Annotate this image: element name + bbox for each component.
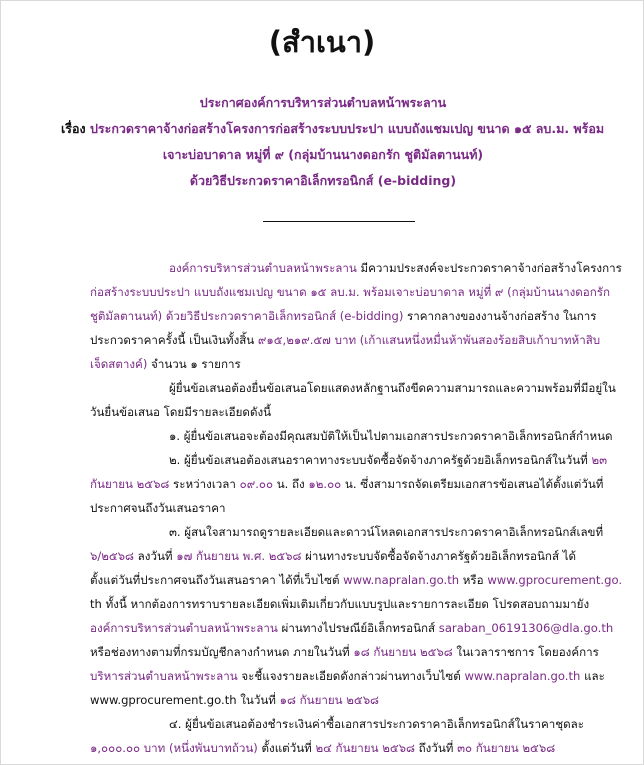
date-span: ๒๓ [591,453,608,467]
text-span: ตั้งแต่วันที่ [257,741,316,755]
text-span: หรือช่องทางตามที่กรมบัญชีกลางกำหนด ภายในวันที่ [90,645,354,659]
date-span: ๑๗ กันยายน พ.ศ. ๒๕๖๘ [176,549,302,563]
paragraph-line [169,263,622,275]
text-span: จำนวน ๑ รายการ [147,357,241,371]
text-span: ถึงวันที่ [414,741,458,755]
paragraph-line: th ทั้งนี้ หากต้องการทราบรายละเอียดเพิ่มเติมเกี่ยวกับแบบรูปและรายการละเอียด โปรดสอบถามมายัง [90,597,590,611]
subject-line [61,121,605,136]
email-link[interactable]: saraban_06191306@dla.go.th [438,621,614,635]
text-span: ในเวลาราชการ โดยองค์การ [452,645,599,659]
text-span: และ [580,669,605,683]
divider-line [263,221,415,222]
date-span: ๒๔ กันยายน ๒๕๖๘ [315,741,415,755]
text-span: น. ซึ่งสามารถจัดเตรียมเอกสารข้อเสนอได้ตั้งแต่วันที่ [341,477,604,491]
text-span: จะชี้แจงรายละเอียดดังกล่าวผ่านทางเว็บไซต์ [237,669,465,683]
text-span: มีความประสงค์จะประกวดราคาจ้างก่อสร้างโครงการ [356,261,622,275]
time-span: ๑๒.๐๐ [308,477,342,491]
paragraph-line [90,647,599,659]
paragraph-line [90,311,596,323]
text-span: ๒. ผู้ยื่นข้อเสนอต้องเสนอราคาทางระบบจัดซื้อจัดจ้างภาครัฐด้วยอิเล็กทรอนิกส์ในวันที่ [169,453,592,467]
paragraph-line [90,359,241,371]
text-span: น. ถึง [273,477,309,491]
text-span: ชูติมัลตานนท์) ด้วยวิธีประกวดราคาอิเล็กทรอนิกส์ (e-bidding) [90,309,404,323]
org-name: บริหารส่วนตำบลหน้าพระลาน [90,669,238,683]
subject-line-2: เจาะบ่อบาดาล หมู่ที่ ๙ (กลุ่มบ้านนางดอกรัก ชูติมัลตานนท์) [162,147,484,162]
text-span: www.gprocurement.go.th ในวันที่ [90,693,280,707]
text-span: ผ่านทางไปรษณีย์อิเล็กทรอนิกส์ [277,621,439,635]
subject-line-3: ด้วยวิธีประกวดราคาอิเล็กทรอนิกส์ (e-bidding) [189,173,457,188]
website-link[interactable]: www.napralan.go.th [343,573,460,587]
paragraph-line [90,671,605,683]
paragraph-line [90,551,576,563]
paragraph-line [90,695,379,707]
date-span: ๓๐ กันยายน ๒๕๖๘ [457,741,556,755]
paragraph-line [90,575,622,587]
date-span: กันยายน ๒๕๖๘ [90,477,170,491]
website-link[interactable]: www.gprocurement.go. [487,573,623,587]
paragraph-line [169,455,607,467]
text-span: ตั้งแต่วันที่ประกาศจนถึงวันเสนอราคา ได้ที่เว็บไซต์ [90,573,344,587]
fee-amount: ๑,๐๐๐.๐๐ บาท (หนึ่งพันบาทถ้วน) [90,741,258,755]
text-span: เจ็ดสตางค์) [90,357,148,371]
doc-number: ๖/๒๕๖๘ [90,549,134,563]
subject-prefix: เรื่อง [61,121,86,136]
org-name: องค์การบริหารส่วนตำบลหน้าพระลาน [169,261,357,275]
text-span: ประกวดราคาครั้งนี้ เป็นเงินทั้งสิ้น [90,333,258,347]
date-span: ๑๘ กันยายน ๒๕๖๘ [353,645,453,659]
text-span: ระหว่างเวลา [169,477,240,491]
copy-stamp-title: (สำเนา) [268,25,376,59]
subject-text: ประกวดราคาจ้างก่อสร้างโครงการก่อสร้างระบบประปา แบบถังแชมเปญ ขนาด ๑๕ ลบ.ม. พร้อม [89,121,605,136]
date-span: ๑๘ กันยายน ๒๕๖๘ [279,693,380,707]
announcement-title: ประกาศองค์การบริหารส่วนตำบลหน้าพระลาน [199,95,447,110]
text-span: ผ่านทางระบบจัดซื้อจัดจ้างภาครัฐด้วยอิเล็กทรอนิกส์ ได้ [301,549,577,563]
paragraph-line: ประกาศจนถึงวันเสนอราคา [90,501,226,515]
website-link[interactable]: www.napralan.go.th [464,669,581,683]
text-span: ราคากลางของงานจ้างก่อสร้าง ในการ [403,309,597,323]
paragraph-line [90,335,600,347]
text-span: ลงวันที่ [134,549,177,563]
budget-amount: ๙๑๕,๒๑๙.๕๗ บาท (เก้าแสนหนึ่งหมื่นห้าพันสองร้อยสิบเก้าบาทห้าสิบ [257,333,601,347]
time-span: ๐๙.๐๐ [239,477,274,491]
paragraph-line [90,479,603,491]
paragraph-line: ๑. ผู้ยื่นข้อเสนอจะต้องมีคุณสมบัติให้เป็นไปตามเอกสารประกวดราคาอิเล็กทรอนิกส์กำหนด [169,429,613,443]
paragraph-line: วันยื่นข้อเสนอ โดยมีรายละเอียดดังนี้ [90,405,272,419]
paragraph-line: ๓. ผู้สนใจสามารถดูรายละเอียดและดาวน์โหลดเอกสารประกวดราคาอิเล็กทรอนิกส์เลขที่ [169,525,604,539]
paragraph-line: ผู้ยื่นข้อเสนอต้องยื่นข้อเสนอโดยแสดงหลักฐานถึงขีดความสามารถและความพร้อมที่มีอยู่ใน [169,381,616,395]
org-name: องค์การบริหารส่วนตำบลหน้าพระลาน [90,621,278,635]
paragraph-line: ๔. ผู้ยื่นข้อเสนอต้องชำระเงินค่าซื้อเอกสารประกวดราคาอิเล็กทรอนิกส์ในราคาชุดละ [169,717,584,731]
paragraph-line: ก่อสร้างระบบประปา แบบถังแชมเปญ ขนาด ๑๕ ลบ.ม. พร้อมเจาะบ่อบาดาล หมู่ที่ ๙ (กลุ่มบ้านนางดอกรัก [90,285,611,299]
paragraph-line [90,743,555,755]
text-span: หรือ [459,573,488,587]
paragraph-line [90,623,613,635]
